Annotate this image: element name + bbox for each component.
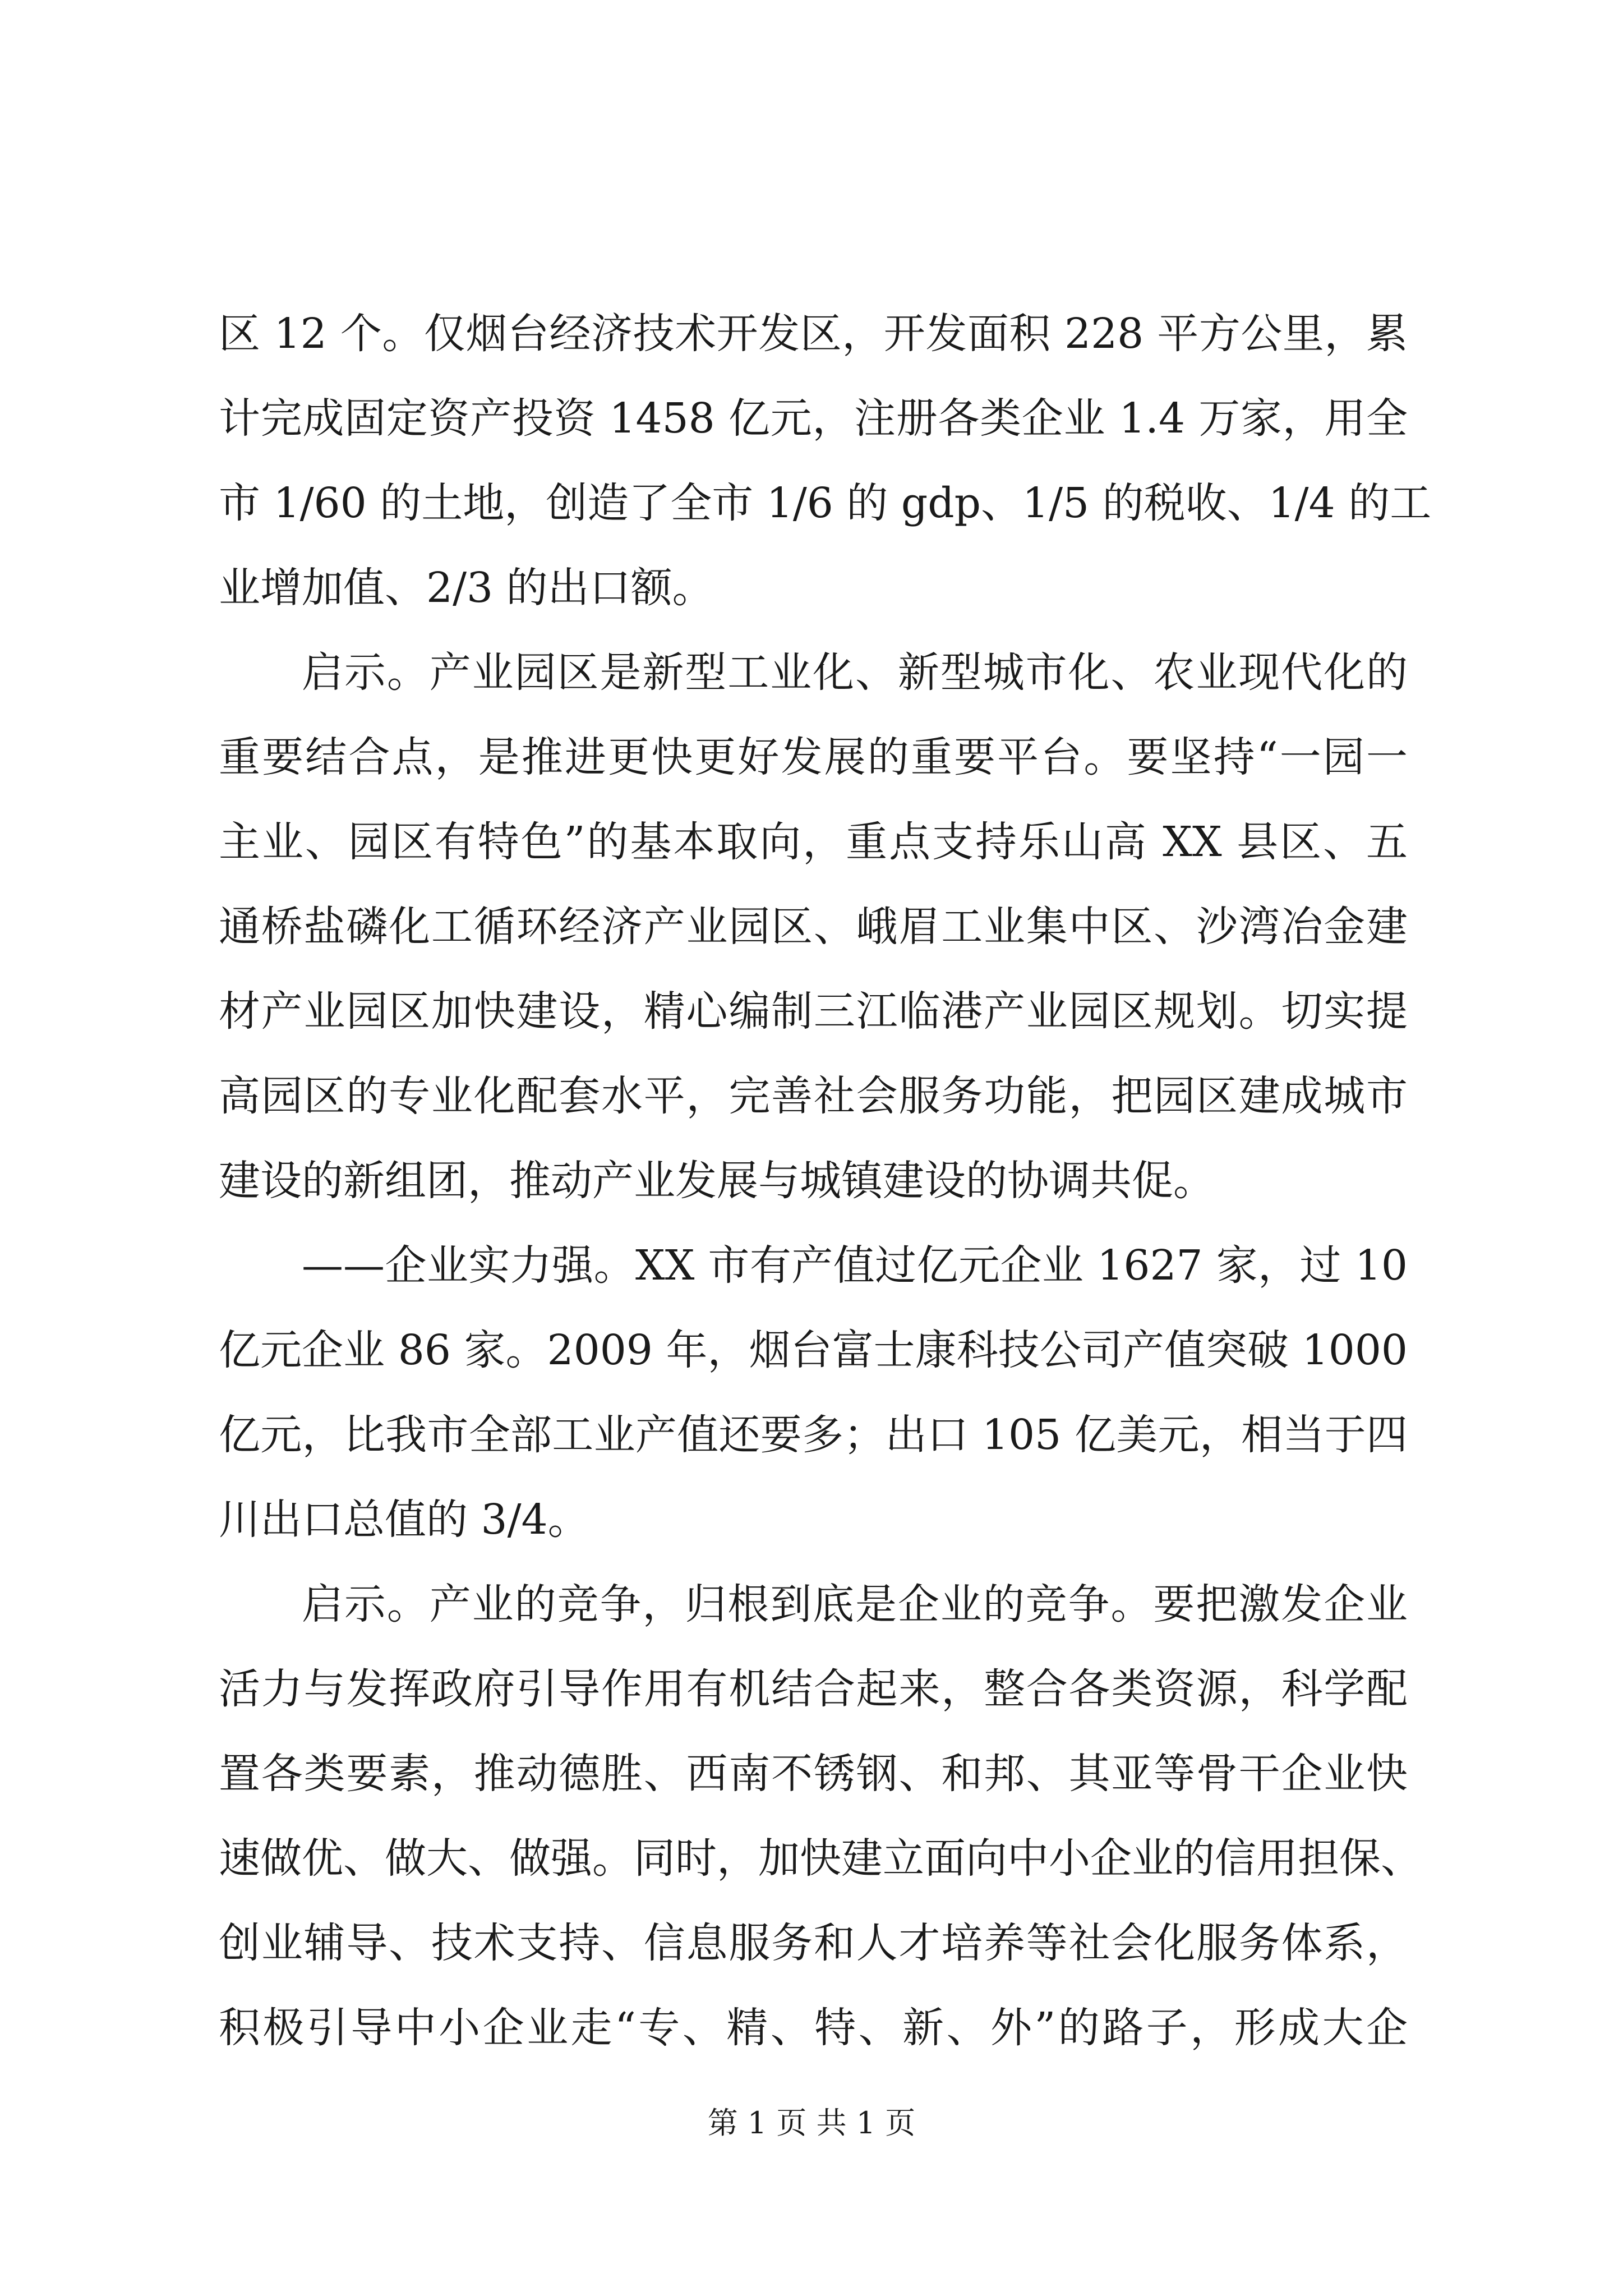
page-footer: 第 1 页 共 1 页 bbox=[707, 2105, 916, 2141]
text-line: 市 1/60 的土地，创造了全市 1/6 的 gdp、1/5 的税收、1/4 的工 bbox=[219, 479, 1432, 527]
text-line: 创业辅导、技术支持、信息服务和人才培养等社会化服务体系， bbox=[219, 1919, 1408, 1967]
text-line: 亿元企业 86 家。2009 年，烟台富士康科技公司产值突破 1000 bbox=[219, 1326, 1408, 1374]
text-line: 置各类要素，推动德胜、西南不锈钢、和邦、其亚等骨干企业快 bbox=[219, 1750, 1408, 1798]
text-line: 区 12 个。仅烟台经济技术开发区，开发面积 228 平方公里，累 bbox=[219, 310, 1408, 358]
text-line: 启示。产业园区是新型工业化、新型城市化、农业现代化的 bbox=[302, 648, 1408, 697]
text-line: ——企业实力强。XX 市有产值过亿元企业 1627 家，过 10 bbox=[302, 1241, 1408, 1290]
document-body bbox=[219, 292, 1432, 2070]
text-line: 启示。产业的竞争，归根到底是企业的竞争。要把激发企业 bbox=[302, 1580, 1408, 1628]
text-line: 高园区的专业化配套水平，完善社会服务功能，把园区建成城市 bbox=[219, 1072, 1408, 1120]
text-line: 重要结合点，是推进更快更好发展的重要平台。要坚持“一园一 bbox=[219, 733, 1408, 781]
text-line: 建设的新组团，推动产业发展与城镇建设的协调共促。 bbox=[219, 1157, 1215, 1205]
text-line: 活力与发挥政府引导作用有机结合起来，整合各类资源，科学配 bbox=[219, 1665, 1408, 1713]
text-line: 计完成固定资产投资 1458 亿元，注册各类企业 1.4 万家，用全 bbox=[219, 394, 1408, 443]
text-line: 通桥盐磷化工循环经济产业园区、峨眉工业集中区、沙湾冶金建 bbox=[219, 903, 1408, 951]
text-line: 速做优、做大、做强。同时，加快建立面向中小企业的信用担保、 bbox=[219, 1834, 1422, 1883]
text-line: 亿元，比我市全部工业产值还要多；出口 105 亿美元，相当于四 bbox=[219, 1411, 1408, 1459]
text-line: 川出口总值的 3/4。 bbox=[219, 1496, 589, 1544]
text-line: 材产业园区加快建设，精心编制三江临港产业园区规划。切实提 bbox=[219, 987, 1408, 1036]
text-line: 积极引导中小企业走“专、精、特、新、外”的路子，形成大企 bbox=[219, 2004, 1408, 2052]
text-line: 主业、园区有特色”的基本取向，重点支持乐山高 XX 县区、五 bbox=[219, 818, 1408, 866]
text-line: 业增加值、2/3 的出口额。 bbox=[219, 564, 714, 612]
